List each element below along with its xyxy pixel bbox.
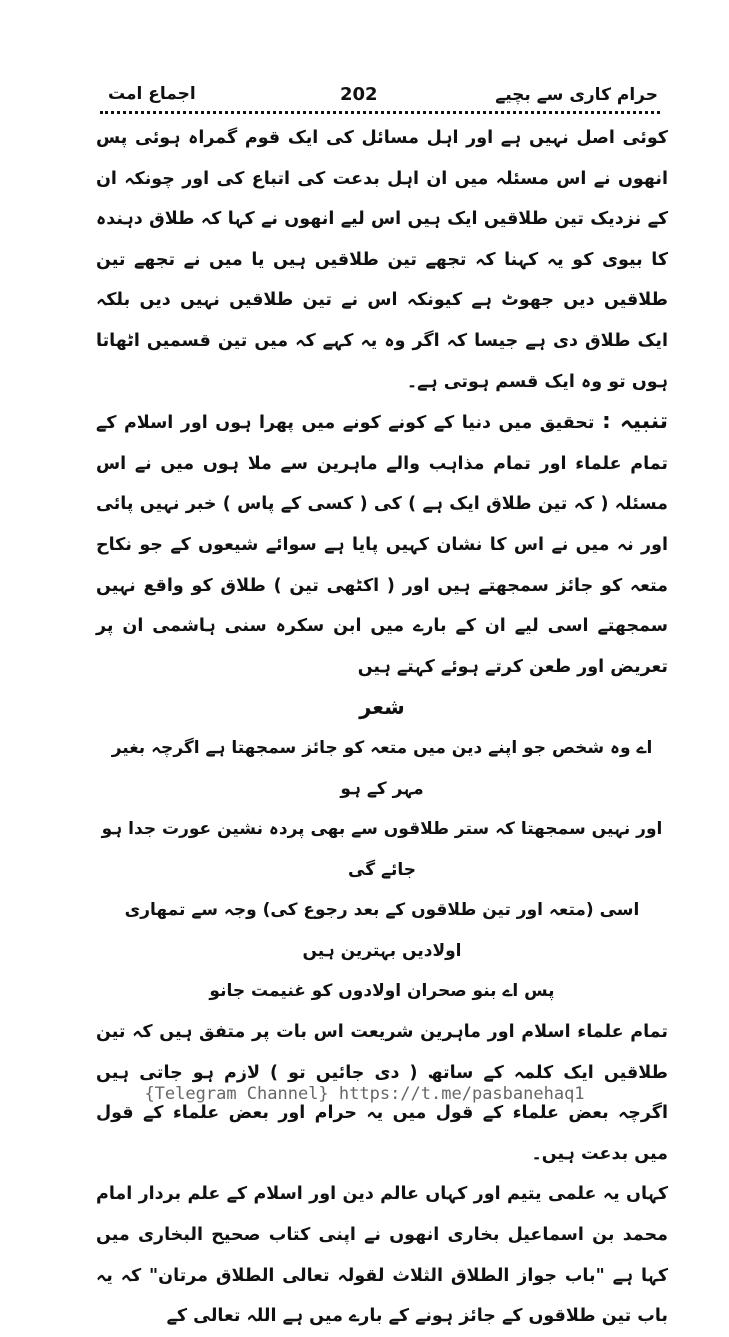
poem-line: اے وہ شخص جو اپنے دین میں متعہ کو جائز سمجھتا ہے اگرچہ بغیر مہر کے ہو [111,737,653,799]
poem-line: پس اے بنو صحران اولادوں کو غنیمت جانو [209,981,555,1002]
header-left-title: اجماع امت [108,84,196,104]
poem-title: شعر [359,695,405,720]
header-book-title: حرام کاری سے بچیے [495,85,658,105]
page-header [100,84,660,110]
paragraph: کہاں یہ علمی یتیم اور کہاں عالم دین اور اسلام کے علم بردار امام محمد بن اسماعیل بخاری انھوں نے اپنی کتاب صحیح البخاری میں کہا ہے "باب جواز الطلاق الثلاث لقولہ تعالی الطلاق مرتان" کہ یہ باب تین طلاقوں کے جائز ہونے کے بارے میں ہے اللہ تعالی کے [96,1184,668,1327]
poem-line: اسی (متعہ اور تین طلاقوں کے بعد رجوع کی) وجہ سے تمھاری اولادیں بہترین ہیں [124,900,640,961]
paragraph: کوئی اصل نہیں ہے اور اہل مسائل کی ایک قوم گمراہ ہوئی پس انھوں نے اس مسئلہ میں ان اہل بدعت کی اتباع کی اور چونکہ ان کے نزدیک تین طلاقیں ایک ہیں اس لیے انھوں نے کہا کہ طلاق دہندہ کا بیوی کو یہ کہنا کہ تجھے تین طلاقیں ہیں یا میں نے تجھے تین طلاقیں دیں جھوٹ ہے کیونکہ اس نے تین طلاقیں نہیں دیں بلکہ ایک طلاق دی ہے جیسا کہ اگر وہ یہ کہے کہ میں تین قسمیں اٹھاتا ہوں تو وہ ایک قسم ہوتی ہے۔ [96,128,668,392]
paragraph: تمام علماء اسلام اور ماہرین شریعت اس بات پر متفق ہیں کہ تین طلاقیں ایک کلمہ کے ساتھ ( دی جائیں تو ) لازم ہو جاتی ہیں اگرچہ بعض علماء کے قول میں یہ حرام اور بعض علماء کے قول میں بدعت ہیں۔ [96,1022,668,1164]
note-paragraph [96,402,668,687]
header-rule [100,111,660,114]
page-number: 202 [340,84,378,105]
telegram-footer: {Telegram Channel} https://t.me/pasbanehaq1 [144,1084,585,1104]
note-text: تحقیق میں دنیا کے کونے کونے میں پھرا ہوں اور اسلام کے تمام علماء اور تمام مذاہب والے ماہرین سے ملا ہوں میں نے اس مسئلہ ( کہ تین طلاق ایک ہے ) کی ( کسی کے پاس ) خبر نہیں پائی اور نہ میں نے اس کا نشان کہیں پایا ہے سوائے شیعوں کے جو نکاح متعہ کو جائز سمجھتے ہیں اور ( اکٹھی تین ) طلاق کو واقع نہیں سمجھتے اسی لیے ان کے بارے میں ابن سکرہ سنی ہاشمی ان پر تعریض اور طعن کرتے ہوئے کہتے ہیں [96,413,668,677]
note-label: تنبیہ : [602,409,669,435]
body-text [96,118,668,1337]
poem-line: اور نہیں سمجھتا کہ ستر طلاقوں سے بھی پردہ نشین عورت جدا ہو جائے گی [101,819,663,880]
